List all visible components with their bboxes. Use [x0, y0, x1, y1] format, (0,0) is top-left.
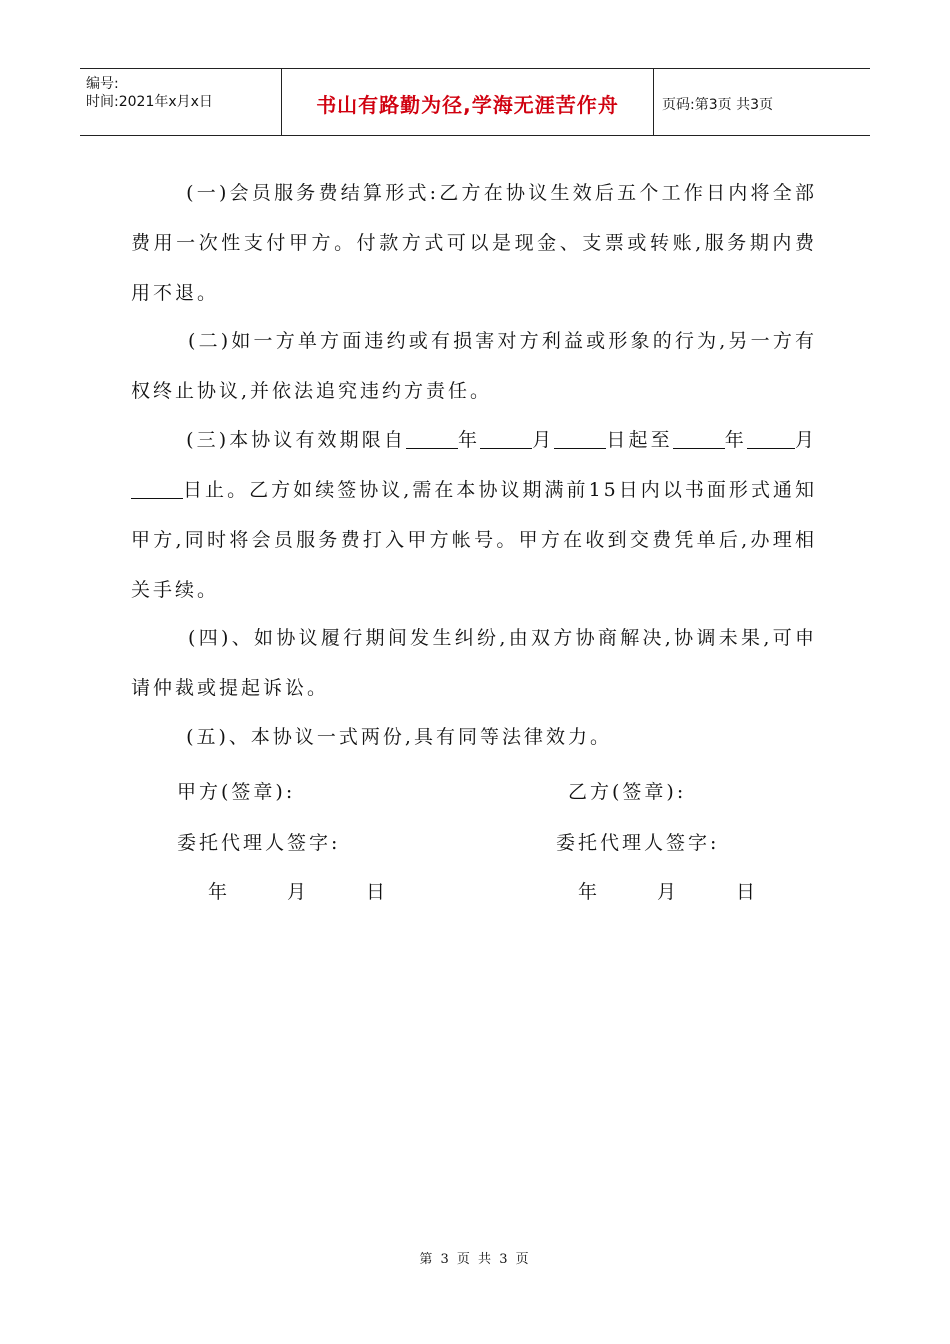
clause-3: (三)本协议有效期限自 年 月 日起至 年 月日止。乙方如续签协议,需在本协议期满前15日内以书面形式通知甲方,同时将会员服务费打入甲方帐号。甲方在收到交费凭单后,办理相关手续。 — [131, 429, 817, 601]
blank-day-end[interactable] — [131, 479, 183, 499]
blank-day-start[interactable] — [554, 429, 606, 449]
agent-b-signature: 委托代理人签字: — [556, 832, 720, 854]
date-a-month: 月 — [287, 881, 307, 903]
blank-month-end[interactable] — [747, 429, 795, 449]
header-page-cell — [654, 69, 870, 135]
date-a-year: 年 — [208, 881, 228, 903]
date-a-day: 日 — [366, 881, 386, 903]
party-b-seal: 乙方(签章): — [568, 781, 687, 803]
motto: 书山有路勤为径,学海无涯苦作舟 — [316, 93, 619, 117]
number-label: 编号: — [86, 76, 119, 92]
date-b-year: 年 — [578, 881, 598, 903]
page-info: 页码:第3页 共3页 — [662, 97, 773, 113]
blank-month-start[interactable] — [480, 429, 532, 449]
clause-2: (二)如一方单方面违约或有损害对方利益或形象的行为,另一方有权终止协议,并依法追究违约方责任。 — [131, 330, 817, 402]
clause-1: (一)会员服务费结算形式:乙方在协议生效后五个工作日内将全部费用一次性支付甲方。付款方式可以是现金、支票或转账,服务期内费用不退。 — [131, 182, 817, 304]
blank-year-end[interactable] — [673, 429, 725, 449]
date-b-month: 月 — [657, 881, 677, 903]
time-label: 时间:2021年x月x日 — [86, 94, 213, 110]
clause-4: (四)、如协议履行期间发生纠纷,由双方协商解决,协调未果,可申请仲裁或提起诉讼。 — [131, 627, 817, 699]
clause-5: (五)、本协议一式两份,具有同等法律效力。 — [186, 726, 612, 748]
date-b-day: 日 — [736, 881, 756, 903]
page-header — [80, 68, 870, 136]
blank-year-start[interactable] — [406, 429, 458, 449]
header-motto-cell — [282, 69, 654, 135]
page-footer: 第 3 页 共 3 页 — [419, 1252, 531, 1267]
header-meta — [80, 69, 282, 135]
agent-a-signature: 委托代理人签字: — [177, 832, 341, 854]
party-a-seal: 甲方(签章): — [177, 781, 296, 803]
